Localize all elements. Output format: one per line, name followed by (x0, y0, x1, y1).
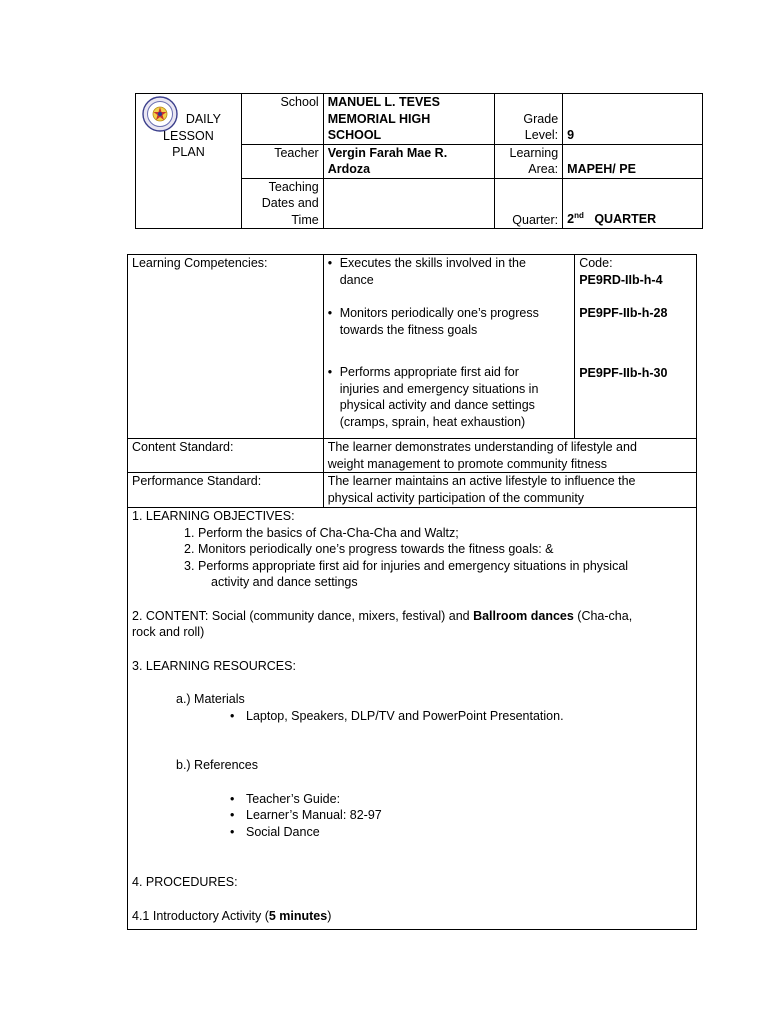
objective-1-text: Perform the basics of Cha-Cha-Cha and Waltz; (198, 525, 459, 540)
materials-label: a.) Materials (176, 692, 245, 706)
reference-item (132, 807, 692, 824)
dates-label-line-2: Dates and (261, 196, 319, 210)
competencies-list (323, 255, 575, 439)
objective-3-line-1: Performs appropriate first aid for injuries and emergency situations in physical (198, 558, 629, 573)
content-line-2: rock and roll) (132, 625, 205, 639)
performance-standard-label: Performance Standard: (128, 473, 324, 508)
content-prefix: 2. CONTENT: Social (community dance, mixers, festival) and (132, 608, 474, 623)
competency-2-line-1: Monitors periodically one’s progress (339, 306, 539, 320)
school-value (323, 94, 495, 145)
content-bold: Ballroom dances (473, 608, 574, 623)
competency-3-line-3: physical activity and dance settings (339, 398, 535, 412)
content-standard-label: Content Standard: (128, 439, 324, 473)
reference-item-3: Social Dance (246, 824, 320, 839)
objective-number: 1. (184, 525, 195, 540)
competencies-label: Learning Competencies: (128, 255, 324, 439)
objective-item (184, 525, 692, 542)
lesson-body (128, 508, 697, 930)
competency-3-line-2: injuries and emergency situations in (339, 381, 539, 396)
content-suffix: (Cha-cha, (573, 608, 633, 623)
intro-prefix: 4.1 Introductory Activity ( (132, 908, 269, 923)
bullet-dot-icon: • (327, 365, 333, 379)
codes-column (575, 255, 697, 439)
teacher-value (323, 144, 495, 178)
title-line-1: DAILY (185, 112, 222, 126)
title-line-3: PLAN (172, 145, 205, 159)
reference-item (132, 791, 692, 808)
objective-2-text: Monitors periodically one’s progress towards the fitness goals: & (198, 542, 554, 556)
bullet-dot-icon: • (230, 824, 235, 839)
title-cell (136, 94, 242, 229)
content-standard-line-2: weight management to promote community fitness (327, 456, 607, 471)
performance-standard-line-2: physical activity participation of the community (327, 490, 585, 505)
competency-item (328, 305, 571, 338)
competency-item (328, 255, 571, 288)
school-line-2: MEMORIAL HIGH (327, 111, 431, 126)
dates-label-line-3: Time (291, 212, 319, 227)
area-label-line-2: Area: (528, 162, 559, 176)
competency-3-line-4: (cramps, sprain, heat exhaustion) (339, 414, 526, 429)
objectives-list (132, 525, 692, 591)
grade-label-line-2: Level: (524, 128, 559, 142)
bullet-dot-icon: • (230, 791, 235, 806)
competency-1-code: PE9RD-IIb-h-4 (579, 272, 663, 287)
competency-2-code: PE9PF-IIb-h-28 (579, 306, 668, 320)
objectives-heading: 1. LEARNING OBJECTIVES: (132, 509, 295, 523)
teacher-line-1: Vergin Farah Mae R. (327, 145, 448, 160)
grade-label-line-1: Grade (523, 111, 559, 126)
teacher-line-2: Ardoza (327, 162, 371, 176)
materials-item (132, 708, 692, 725)
quarter-suffix: nd (574, 211, 584, 221)
lesson-table (127, 254, 697, 930)
quarter-word: QUARTER (594, 212, 657, 227)
performance-standard-line-1: The learner maintains an active lifestyle to influence the (327, 474, 636, 488)
objective-number: 3. (184, 558, 195, 573)
competency-2-line-2: towards the fitness goals (339, 322, 478, 337)
references-label: b.) References (176, 758, 258, 772)
dates-value (323, 178, 495, 229)
bullet-dot-icon: • (327, 256, 333, 270)
dates-label-line-1: Teaching (268, 179, 319, 194)
bullet-dot-icon: • (327, 306, 333, 320)
performance-standard-text (323, 473, 696, 508)
competency-1-line-2: dance (339, 272, 374, 287)
competency-item (328, 364, 571, 430)
area-label (495, 144, 563, 178)
objective-item (184, 558, 692, 575)
school-line-3: SCHOOL (327, 128, 382, 142)
quarter-value (563, 178, 703, 229)
teacher-label: Teacher (241, 144, 323, 178)
header-table (135, 93, 703, 229)
intro-suffix: ) (327, 908, 332, 923)
code-label: Code: (579, 256, 613, 270)
objective-3-line-2: activity and dance settings (211, 575, 358, 589)
school-label: School (241, 94, 323, 145)
content-line-1 (132, 608, 692, 625)
resources-heading: 3. LEARNING RESOURCES: (132, 658, 296, 673)
deped-seal-icon (142, 96, 178, 132)
school-line-1: MANUEL L. TEVES (327, 95, 440, 109)
grade-value: 9 (563, 94, 703, 145)
reference-item-1: Teacher’s Guide: (246, 791, 341, 806)
procedures-heading: 4. PROCEDURES: (132, 875, 238, 889)
area-value: MAPEH/ PE (563, 144, 703, 178)
content-standard-line-1: The learner demonstrates understanding of lifestyle and (327, 440, 637, 454)
content-standard-text (323, 439, 696, 473)
competency-3-code: PE9PF-IIb-h-30 (579, 365, 668, 380)
introductory-activity (132, 908, 692, 925)
dates-label (241, 178, 323, 229)
competency-1-line-1: Executes the skills involved in the (339, 256, 526, 270)
bullet-dot-icon: • (230, 808, 235, 822)
quarter-label: Quarter: (495, 178, 563, 229)
reference-item-2: Learner’s Manual: 82-97 (246, 808, 382, 822)
materials-item-1: Laptop, Speakers, DLP/TV and PowerPoint Presentation. (246, 708, 564, 723)
reference-item (132, 824, 692, 841)
objective-item (184, 541, 692, 558)
intro-bold: 5 minutes (268, 908, 328, 923)
competency-3-line-1: Performs appropriate first aid for (339, 365, 519, 379)
objective-number: 2. (184, 542, 195, 556)
quarter-number: 2 (567, 212, 575, 227)
area-label-line-1: Learning (509, 145, 559, 160)
title-line-2: LESSON (163, 128, 214, 143)
bullet-dot-icon: • (230, 708, 235, 723)
grade-label (495, 94, 563, 145)
